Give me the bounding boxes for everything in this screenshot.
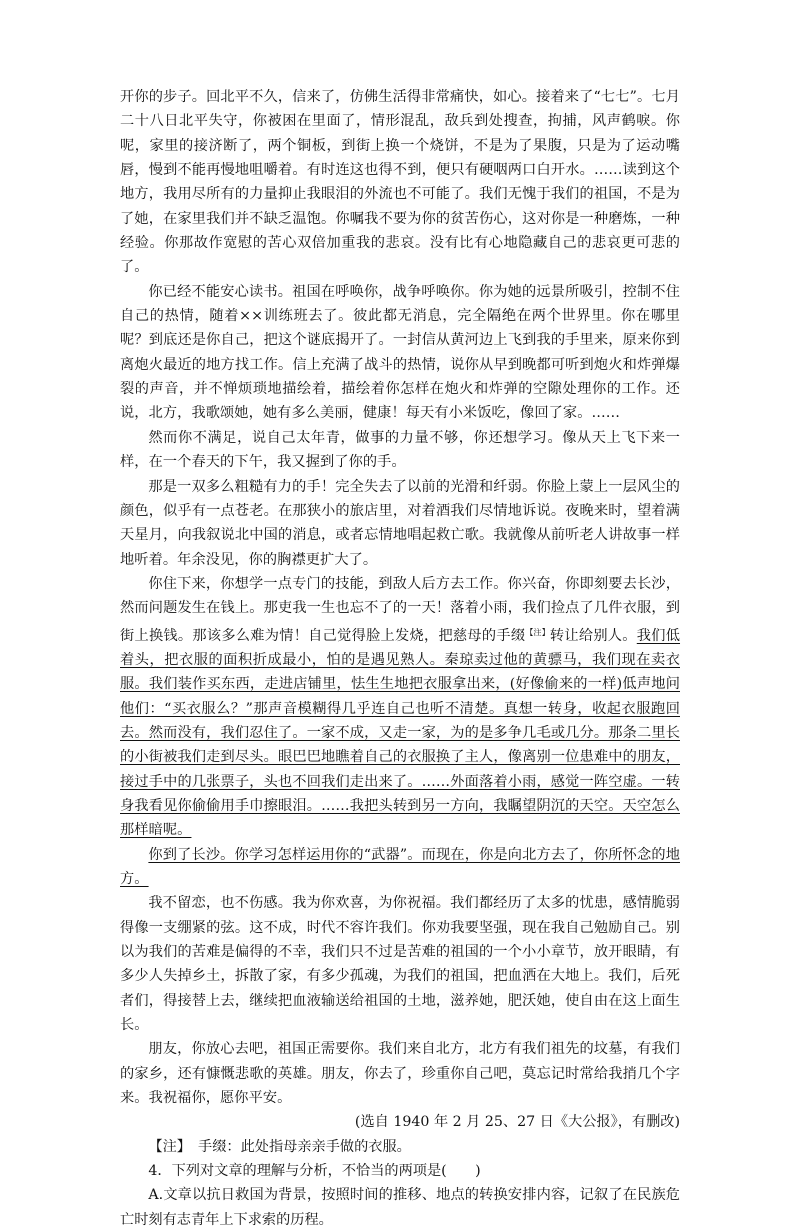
paragraph-7: 我不留恋，也不伤感。我为你欢喜，为你祝福。我们都经历了太多的忧患，感情脆弱得像一支绷紧的弦。这不成，时代不容许我们。你劝我要坚强，现在我自己勉励自己。别以为我们的苦难是偏得的不幸，我们只不过是苦难的祖国的一个小小章节，放开眼睛，有多少人失掉乡土，拆散了家，有多少孤魂，为我们的祖国，把血洒在大地上。我们，后死者们，得接替上去，继续把血液输送给祖国的土地，滋养她，肥沃她，使自由在这上面生长。 (120, 895, 680, 1034)
source-citation: (选自 1940 年 2 月 25、27 日《大公报》，有删改) (354, 1114, 680, 1131)
paragraph-2: 你已经不能安心读书。祖国在呼唤你，战争呼唤你。你为她的远景所吸引，控制不住自己的热情，随着××训练班去了。彼此都无消息，完全隔绝在两个世界里。你在哪里呢？到底还是你自己，把这个谜底揭开了。一封信从黄河边上飞到我的手里来，原来你到离炮火最近的地方找工作。信上充满了战斗的热情，说你从早到晚都可听到炮火和炸弹爆裂的声音，并不惮烦琐地描绘着，描绘着你怎样在炮火和炸弹的空隙处理你的工作。还说，北方，我歌颂她，她有多么美丽，健康！每天有小米饭吃，像回了家。…… (120, 283, 680, 422)
note-marker: 【注】 (525, 627, 550, 637)
paragraph-6 (120, 843, 680, 892)
paragraph-3: 然而你不满足，说自己太年青，做事的力量不够，你还想学习。像从天上飞下来一样，在一个春天的下午，我又握到了你的手。 (120, 429, 680, 471)
paragraph-8: 朋友，你放心去吧，祖国正需要你。我们来自北方，北方有我们祖先的坟墓，有我们的家乡，还有慷慨悲歌的英雄。朋友，你去了，珍重你自己吧，莫忘记时常给我捎几个字来。我祝福你，愿你平安。 (120, 1041, 680, 1107)
paragraph-4: 那是一双多么粗糙有力的手！完全失去了以前的光滑和纤弱。你脸上蒙上一层风尘的颜色，似乎有一点苍老。在那狭小的旅店里，对着酒我们尽情地诉说。夜晚来时，望着满天星月，向我叙说北中国的消息，或者忘情地唱起救亡歌。我就像从前听老人讲故事一样地听着。年余没见，你的胸襟更扩大了。 (120, 478, 680, 568)
paragraph-1: 开你的步子。回北平不久，信来了，仿佛生活得非常痛快，如心。接着来了“七七”。七月二十八日北平失守，你被困在里面了，情形混乱，敌兵到处搜查，拘捕，风声鹤唳。你呢，家里的接济断了，两个铜板，到街上换一个烧饼，不是为了果腹，只是为了运动嘴唇，慢到不能再慢地咀嚼着。有时连这也得不到，便只有硬咽两口白开水。……读到这个地方，我用尽所有的力量抑止我眼泪的外流也不可能了。我们无愧于我们的祖国，不是为了她，在家里我们并不缺乏温饱。你嘱我不要为你的贫苦伤心，这对你是一种磨炼，一种经验。你那故作宽慰的苦心双倍加重我的悲哀。没有比有心地隐藏自己的悲哀更可悲的了。 (120, 89, 680, 276)
footnote: 【注】 手缀：此处指母亲亲手做的衣服。 (148, 1138, 411, 1155)
question-4: 4．下列对文章的理解与分析，不恰当的两项是( ) (148, 1163, 481, 1180)
paragraph-5 (120, 572, 680, 843)
option-a: A.文章以抗日救国为背景，按照时间的推移、地点的转换安排内容，记叙了在民族危亡时刻有志青年上下求索的历程。 (120, 1187, 680, 1228)
paragraph-6-text: 你到了长沙。你学习怎样运用你的“武器”。而现在，你是向北方去了，你所怀念的地方。 (120, 846, 680, 887)
underlined-passage: 我们低着头，把衣服的面积折成最小，怕的是遇见熟人。秦琼卖过他的黄骠马，我们现在卖衣服。我们装作买东西，走进店铺里，怯生生地把衣服拿出来，(好像偷来的一样)低声地问他们：“买衣服么？”那声音模糊得几乎连自己也听不清楚。真想一转身，收起衣服跑回去。然而没有，我们忍住了。一家不成，又走一家，为的是多争几毛或几分。那条二里长的小街被我们走到尽头。眼巴巴地瞧着自己的衣服换了主人，像离别一位患难中的朋友，接过手中的几张票子，头也不回我们走出来了。……外面落着小雨，感觉一阵空虚。一转身我看见你偷偷用手巾擦眼泪。……我把头转到另一方向，我瞩望阴沉的天空。天空怎么那样暗呢。 (120, 627, 681, 839)
document-page (120, 85, 680, 1232)
paragraph-5-text-after-note: 转让给别人。 (549, 627, 637, 644)
paragraph-5-text: 你住下来，你想学一点专门的技能，到敌人后方去工作。你兴奋，你即刻要去长沙，然而问题发生在钱上。那吏我一生也忘不了的一天！落着小雨，我们捡点了几件衣服，到街上换钱。那该多么难为情！自己觉得脸上发烧，把慈母的手缀 (120, 575, 680, 644)
